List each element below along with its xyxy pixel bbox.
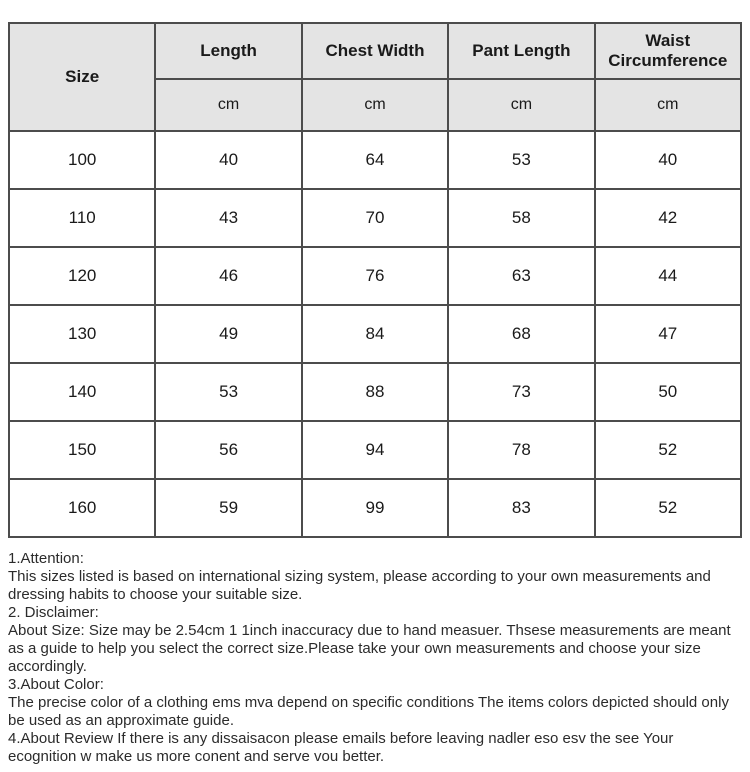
unit-cell-length: cm (155, 79, 301, 131)
length-cell: 40 (155, 131, 301, 189)
waist-cell: 42 (595, 189, 741, 247)
table-row (9, 131, 741, 189)
length-cell: 43 (155, 189, 301, 247)
pant-length-cell: 53 (448, 131, 594, 189)
waist-cell: 44 (595, 247, 741, 305)
column-header-waist-circumference: Waist Circumference (595, 23, 741, 79)
chest-width-cell: 84 (302, 305, 448, 363)
note-disclaimer (8, 604, 744, 676)
column-header-chest-width: Chest Width (302, 23, 448, 79)
unit-cell-pant-length: cm (448, 79, 594, 131)
note-attention (8, 550, 744, 604)
chest-width-cell: 70 (302, 189, 448, 247)
pant-length-cell: 83 (448, 479, 594, 537)
waist-cell: 52 (595, 421, 741, 479)
note-title: 3.About Color: (8, 676, 104, 693)
size-cell: 140 (9, 363, 155, 421)
pant-length-cell: 63 (448, 247, 594, 305)
length-cell: 49 (155, 305, 301, 363)
note-about-color (8, 676, 744, 730)
chest-width-cell: 64 (302, 131, 448, 189)
note-body: The precise color of a clothing ems mva depend on specific conditions The items colors depicted should only be used as an approximate guide. (8, 694, 729, 729)
column-header-pant-length: Pant Length (448, 23, 594, 79)
chest-width-cell: 94 (302, 421, 448, 479)
chest-width-cell: 76 (302, 247, 448, 305)
column-header-size: Size (9, 23, 155, 131)
size-cell: 120 (9, 247, 155, 305)
unit-cell-waist-circumference: cm (595, 79, 741, 131)
size-chart-header (9, 23, 741, 131)
length-cell: 56 (155, 421, 301, 479)
table-row (9, 247, 741, 305)
note-title: 1.Attention: (8, 550, 84, 567)
pant-length-cell: 68 (448, 305, 594, 363)
chest-width-cell: 88 (302, 363, 448, 421)
size-cell: 100 (9, 131, 155, 189)
pant-length-cell: 58 (448, 189, 594, 247)
column-header-length: Length (155, 23, 301, 79)
pant-length-cell: 78 (448, 421, 594, 479)
table-row (9, 479, 741, 537)
size-cell: 150 (9, 421, 155, 479)
note-about-review (8, 730, 744, 766)
unit-cell-chest-width: cm (302, 79, 448, 131)
note-title: 2. Disclaimer: (8, 604, 99, 621)
note-body: This sizes listed is based on international sizing system, please according to your own measurements and dressing habits to choose your suitable size. (8, 568, 711, 603)
waist-cell: 52 (595, 479, 741, 537)
waist-cell: 40 (595, 131, 741, 189)
note-body: 4.About Review If there is any dissaisacon please emails before leaving nadler eso esv the see Your ecognition w make us more conent and serve vou better. (8, 730, 674, 765)
size-cell: 160 (9, 479, 155, 537)
size-chart-table (8, 22, 742, 538)
size-cell: 110 (9, 189, 155, 247)
table-row (9, 189, 741, 247)
chest-width-cell: 99 (302, 479, 448, 537)
length-cell: 53 (155, 363, 301, 421)
length-cell: 59 (155, 479, 301, 537)
table-row (9, 421, 741, 479)
notes-section (8, 550, 744, 766)
waist-cell: 50 (595, 363, 741, 421)
note-body: About Size: Size may be 2.54cm 1 1inch inaccuracy due to hand measuer. Thsese measurements are meant as a guide to help you select the correct size.Please take your own measurements and choose your size accordingly. (8, 622, 731, 675)
waist-cell: 47 (595, 305, 741, 363)
table-row (9, 305, 741, 363)
table-row (9, 363, 741, 421)
size-cell: 130 (9, 305, 155, 363)
length-cell: 46 (155, 247, 301, 305)
pant-length-cell: 73 (448, 363, 594, 421)
